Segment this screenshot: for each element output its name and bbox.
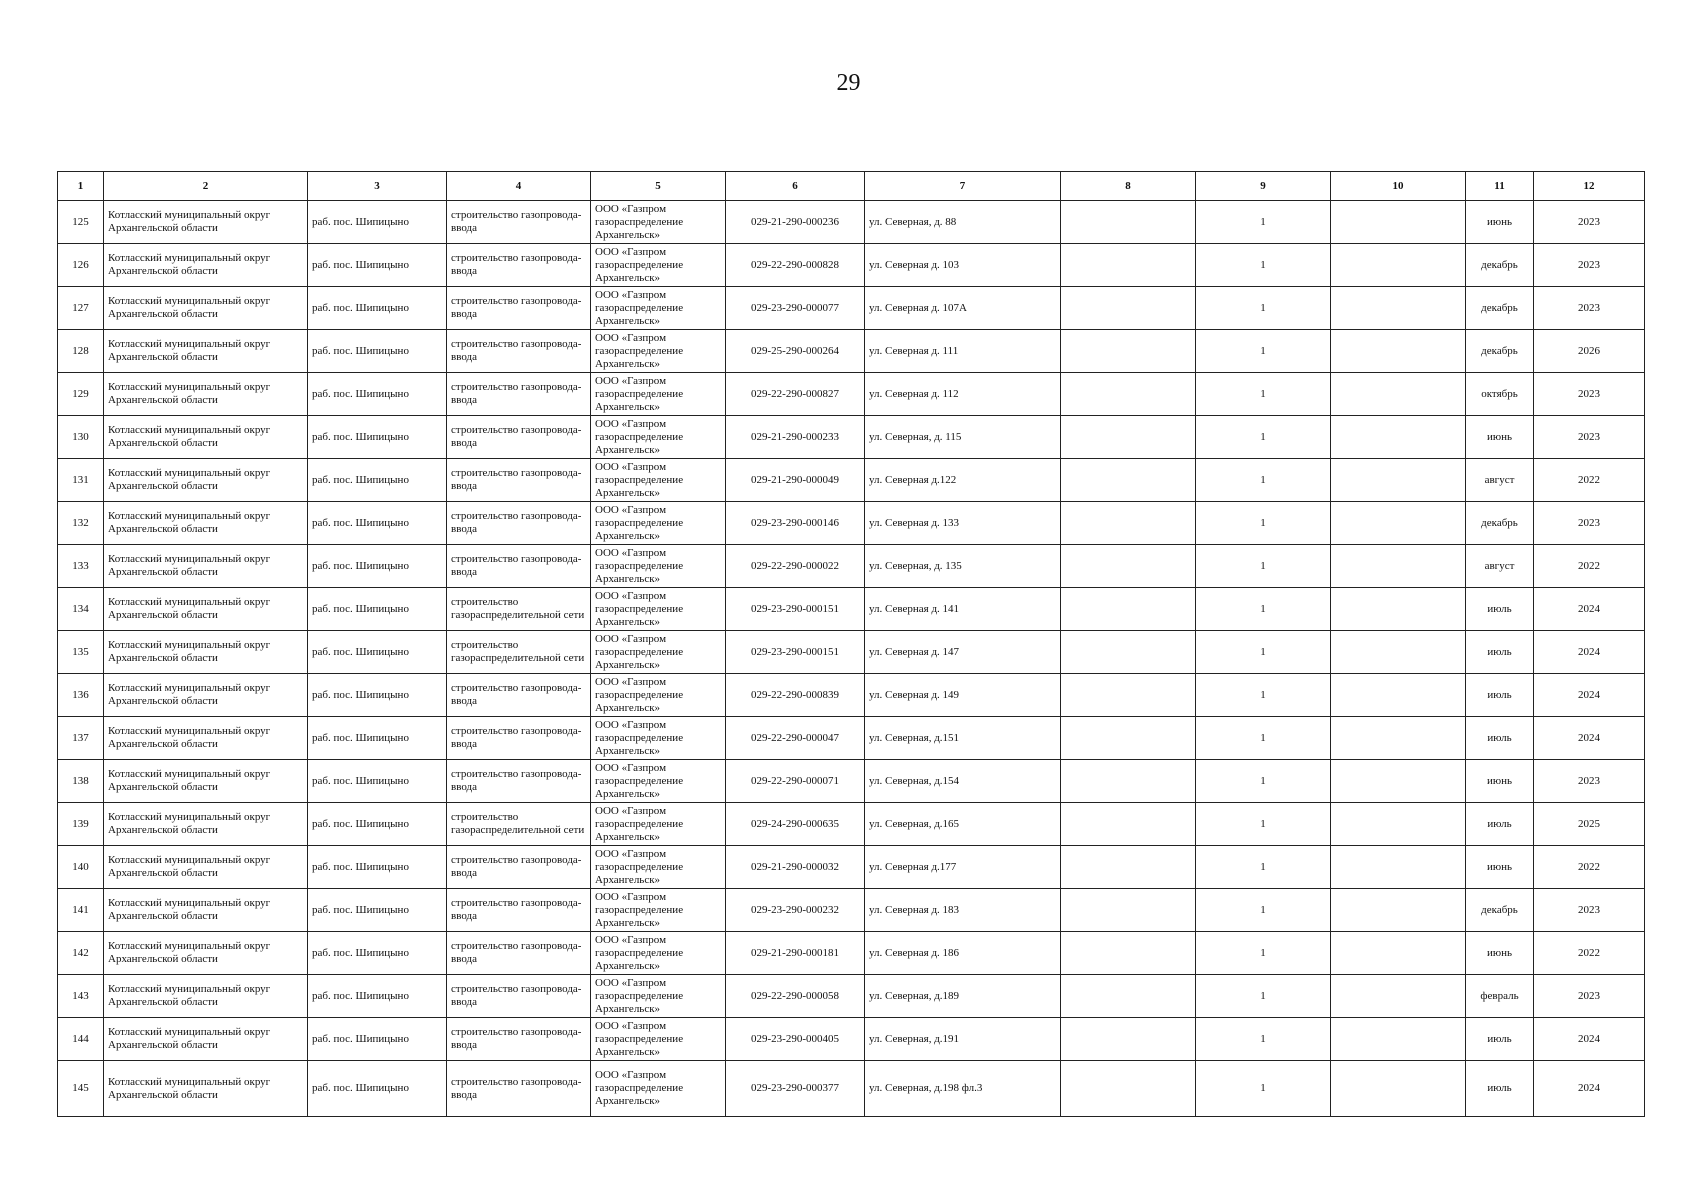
cell-month: декабрь	[1466, 889, 1534, 932]
cell-col-10	[1331, 674, 1466, 717]
cell-organization: ООО «Газпром газораспределение Архангельск»	[591, 975, 726, 1018]
cell-work-type: строительство газораспределительной сети	[447, 803, 591, 846]
cell-settlement: раб. пос. Шипицыно	[308, 373, 447, 416]
cell-row-number: 145	[58, 1061, 104, 1117]
table-row	[58, 717, 1645, 760]
cell-registration-number: 029-21-290-000049	[726, 459, 865, 502]
cell-settlement: раб. пос. Шипицыно	[308, 201, 447, 244]
cell-col-8	[1061, 287, 1196, 330]
cell-quantity: 1	[1196, 1061, 1331, 1117]
cell-year: 2024	[1534, 717, 1645, 760]
cell-municipality: Котласский муниципальный округ Архангельской области	[104, 502, 308, 545]
cell-organization: ООО «Газпром газораспределение Архангельск»	[591, 674, 726, 717]
cell-organization: ООО «Газпром газораспределение Архангельск»	[591, 588, 726, 631]
cell-work-type: строительство газопровода-ввода	[447, 1061, 591, 1117]
cell-address: ул. Северная д. 147	[865, 631, 1061, 674]
cell-municipality: Котласский муниципальный округ Архангельской области	[104, 459, 308, 502]
cell-address: ул. Северная д. 112	[865, 373, 1061, 416]
table-row	[58, 545, 1645, 588]
cell-work-type: строительство газопровода-ввода	[447, 244, 591, 287]
cell-organization: ООО «Газпром газораспределение Архангельск»	[591, 330, 726, 373]
cell-row-number: 142	[58, 932, 104, 975]
cell-col-10	[1331, 760, 1466, 803]
cell-registration-number: 029-22-290-000047	[726, 717, 865, 760]
cell-col-10	[1331, 502, 1466, 545]
cell-col-10	[1331, 803, 1466, 846]
cell-work-type: строительство газораспределительной сети	[447, 588, 591, 631]
cell-municipality: Котласский муниципальный округ Архангельской области	[104, 846, 308, 889]
cell-settlement: раб. пос. Шипицыно	[308, 287, 447, 330]
cell-organization: ООО «Газпром газораспределение Архангельск»	[591, 1061, 726, 1117]
cell-row-number: 143	[58, 975, 104, 1018]
table-row	[58, 975, 1645, 1018]
cell-organization: ООО «Газпром газораспределение Архангельск»	[591, 502, 726, 545]
cell-settlement: раб. пос. Шипицыно	[308, 932, 447, 975]
column-header: 10	[1331, 172, 1466, 201]
cell-settlement: раб. пос. Шипицыно	[308, 975, 447, 1018]
cell-registration-number: 029-22-290-000058	[726, 975, 865, 1018]
cell-registration-number: 029-21-290-000236	[726, 201, 865, 244]
cell-year: 2023	[1534, 287, 1645, 330]
cell-year: 2023	[1534, 201, 1645, 244]
cell-registration-number: 029-23-290-000377	[726, 1061, 865, 1117]
cell-address: ул. Северная, д. 135	[865, 545, 1061, 588]
cell-settlement: раб. пос. Шипицыно	[308, 846, 447, 889]
cell-registration-number: 029-25-290-000264	[726, 330, 865, 373]
cell-registration-number: 029-22-290-000828	[726, 244, 865, 287]
cell-row-number: 134	[58, 588, 104, 631]
cell-settlement: раб. пос. Шипицыно	[308, 1061, 447, 1117]
cell-settlement: раб. пос. Шипицыно	[308, 1018, 447, 1061]
cell-quantity: 1	[1196, 1018, 1331, 1061]
cell-quantity: 1	[1196, 201, 1331, 244]
cell-address: ул. Северная, д. 88	[865, 201, 1061, 244]
cell-row-number: 137	[58, 717, 104, 760]
cell-municipality: Котласский муниципальный округ Архангельской области	[104, 1061, 308, 1117]
page-number: 29	[836, 70, 861, 96]
cell-quantity: 1	[1196, 545, 1331, 588]
cell-address: ул. Северная д. 183	[865, 889, 1061, 932]
cell-month: июль	[1466, 803, 1534, 846]
cell-quantity: 1	[1196, 760, 1331, 803]
column-header: 3	[308, 172, 447, 201]
cell-registration-number: 029-22-290-000071	[726, 760, 865, 803]
cell-work-type: строительство газопровода-ввода	[447, 1018, 591, 1061]
cell-address: ул. Северная д. 141	[865, 588, 1061, 631]
cell-municipality: Котласский муниципальный округ Архангельской области	[104, 588, 308, 631]
cell-registration-number: 029-23-290-000151	[726, 588, 865, 631]
cell-col-10	[1331, 373, 1466, 416]
cell-work-type: строительство газораспределительной сети	[447, 631, 591, 674]
cell-col-10	[1331, 717, 1466, 760]
cell-col-8	[1061, 459, 1196, 502]
cell-municipality: Котласский муниципальный округ Архангельской области	[104, 803, 308, 846]
cell-month: июнь	[1466, 932, 1534, 975]
cell-address: ул. Северная д.177	[865, 846, 1061, 889]
cell-address: ул. Северная д. 107А	[865, 287, 1061, 330]
header-row	[58, 172, 1645, 201]
column-header: 2	[104, 172, 308, 201]
cell-address: ул. Северная д. 111	[865, 330, 1061, 373]
cell-registration-number: 029-21-290-000233	[726, 416, 865, 459]
cell-municipality: Котласский муниципальный округ Архангельской области	[104, 287, 308, 330]
cell-settlement: раб. пос. Шипицыно	[308, 889, 447, 932]
cell-settlement: раб. пос. Шипицыно	[308, 545, 447, 588]
cell-quantity: 1	[1196, 803, 1331, 846]
cell-year: 2024	[1534, 631, 1645, 674]
cell-registration-number: 029-22-290-000839	[726, 674, 865, 717]
cell-address: ул. Северная д. 149	[865, 674, 1061, 717]
cell-organization: ООО «Газпром газораспределение Архангельск»	[591, 717, 726, 760]
cell-registration-number: 029-21-290-000181	[726, 932, 865, 975]
cell-work-type: строительство газопровода-ввода	[447, 889, 591, 932]
table-row	[58, 760, 1645, 803]
cell-month: декабрь	[1466, 244, 1534, 287]
cell-organization: ООО «Газпром газораспределение Архангельск»	[591, 244, 726, 287]
cell-settlement: раб. пос. Шипицыно	[308, 502, 447, 545]
table-row	[58, 373, 1645, 416]
column-header: 1	[58, 172, 104, 201]
cell-year: 2023	[1534, 502, 1645, 545]
cell-organization: ООО «Газпром газораспределение Архангельск»	[591, 545, 726, 588]
cell-month: июль	[1466, 1018, 1534, 1061]
cell-work-type: строительство газопровода-ввода	[447, 717, 591, 760]
cell-row-number: 135	[58, 631, 104, 674]
cell-quantity: 1	[1196, 373, 1331, 416]
cell-settlement: раб. пос. Шипицыно	[308, 674, 447, 717]
cell-col-8	[1061, 330, 1196, 373]
cell-municipality: Котласский муниципальный округ Архангельской области	[104, 416, 308, 459]
cell-row-number: 144	[58, 1018, 104, 1061]
cell-organization: ООО «Газпром газораспределение Архангельск»	[591, 459, 726, 502]
cell-municipality: Котласский муниципальный округ Архангельской области	[104, 373, 308, 416]
cell-municipality: Котласский муниципальный округ Архангельской области	[104, 201, 308, 244]
cell-address: ул. Северная д. 133	[865, 502, 1061, 545]
cell-col-8	[1061, 502, 1196, 545]
cell-municipality: Котласский муниципальный округ Архангельской области	[104, 674, 308, 717]
column-header: 11	[1466, 172, 1534, 201]
cell-col-8	[1061, 545, 1196, 588]
cell-row-number: 136	[58, 674, 104, 717]
cell-address: ул. Северная д. 186	[865, 932, 1061, 975]
cell-month: август	[1466, 545, 1534, 588]
cell-quantity: 1	[1196, 631, 1331, 674]
table-row	[58, 588, 1645, 631]
cell-row-number: 133	[58, 545, 104, 588]
cell-work-type: строительство газопровода-ввода	[447, 674, 591, 717]
cell-address: ул. Северная, д.191	[865, 1018, 1061, 1061]
cell-quantity: 1	[1196, 244, 1331, 287]
cell-month: июнь	[1466, 846, 1534, 889]
column-header: 4	[447, 172, 591, 201]
cell-registration-number: 029-23-290-000146	[726, 502, 865, 545]
cell-organization: ООО «Газпром газораспределение Архангельск»	[591, 889, 726, 932]
cell-col-8	[1061, 717, 1196, 760]
cell-col-8	[1061, 201, 1196, 244]
cell-month: июль	[1466, 631, 1534, 674]
cell-work-type: строительство газопровода-ввода	[447, 373, 591, 416]
cell-registration-number: 029-24-290-000635	[726, 803, 865, 846]
cell-year: 2024	[1534, 674, 1645, 717]
cell-municipality: Котласский муниципальный округ Архангельской области	[104, 975, 308, 1018]
cell-organization: ООО «Газпром газораспределение Архангельск»	[591, 373, 726, 416]
cell-municipality: Котласский муниципальный округ Архангельской области	[104, 631, 308, 674]
cell-col-8	[1061, 975, 1196, 1018]
cell-col-10	[1331, 1018, 1466, 1061]
cell-quantity: 1	[1196, 459, 1331, 502]
cell-year: 2023	[1534, 889, 1645, 932]
cell-row-number: 139	[58, 803, 104, 846]
cell-address: ул. Северная, д.165	[865, 803, 1061, 846]
cell-col-10	[1331, 1061, 1466, 1117]
cell-row-number: 128	[58, 330, 104, 373]
cell-year: 2022	[1534, 846, 1645, 889]
cell-settlement: раб. пос. Шипицыно	[308, 717, 447, 760]
cell-settlement: раб. пос. Шипицыно	[308, 459, 447, 502]
cell-month: июнь	[1466, 416, 1534, 459]
cell-col-8	[1061, 760, 1196, 803]
cell-col-10	[1331, 545, 1466, 588]
table-row	[58, 803, 1645, 846]
cell-settlement: раб. пос. Шипицыно	[308, 416, 447, 459]
cell-year: 2026	[1534, 330, 1645, 373]
cell-col-8	[1061, 588, 1196, 631]
cell-settlement: раб. пос. Шипицыно	[308, 803, 447, 846]
cell-row-number: 131	[58, 459, 104, 502]
cell-quantity: 1	[1196, 416, 1331, 459]
cell-organization: ООО «Газпром газораспределение Архангельск»	[591, 932, 726, 975]
cell-year: 2023	[1534, 416, 1645, 459]
cell-month: июль	[1466, 717, 1534, 760]
cell-year: 2023	[1534, 760, 1645, 803]
cell-municipality: Котласский муниципальный округ Архангельской области	[104, 760, 308, 803]
cell-month: декабрь	[1466, 287, 1534, 330]
table-row	[58, 244, 1645, 287]
cell-year: 2022	[1534, 545, 1645, 588]
table-row	[58, 287, 1645, 330]
cell-settlement: раб. пос. Шипицыно	[308, 588, 447, 631]
cell-row-number: 140	[58, 846, 104, 889]
column-header: 9	[1196, 172, 1331, 201]
cell-registration-number: 029-22-290-000022	[726, 545, 865, 588]
cell-address: ул. Северная, д.189	[865, 975, 1061, 1018]
cell-work-type: строительство газопровода-ввода	[447, 975, 591, 1018]
cell-col-10	[1331, 975, 1466, 1018]
cell-col-10	[1331, 932, 1466, 975]
column-header: 8	[1061, 172, 1196, 201]
cell-col-10	[1331, 459, 1466, 502]
cell-col-8	[1061, 803, 1196, 846]
cell-row-number: 125	[58, 201, 104, 244]
cell-year: 2022	[1534, 932, 1645, 975]
cell-work-type: строительство газопровода-ввода	[447, 416, 591, 459]
cell-address: ул. Северная д.122	[865, 459, 1061, 502]
cell-address: ул. Северная, д.198 фл.3	[865, 1061, 1061, 1117]
cell-year: 2025	[1534, 803, 1645, 846]
cell-quantity: 1	[1196, 717, 1331, 760]
cell-quantity: 1	[1196, 588, 1331, 631]
cell-quantity: 1	[1196, 975, 1331, 1018]
column-header: 6	[726, 172, 865, 201]
cell-month: октябрь	[1466, 373, 1534, 416]
cell-municipality: Котласский муниципальный округ Архангельской области	[104, 545, 308, 588]
table-body	[58, 201, 1645, 1117]
cell-organization: ООО «Газпром газораспределение Архангельск»	[591, 1018, 726, 1061]
cell-month: август	[1466, 459, 1534, 502]
cell-year: 2024	[1534, 1018, 1645, 1061]
cell-row-number: 132	[58, 502, 104, 545]
cell-registration-number: 029-23-290-000405	[726, 1018, 865, 1061]
cell-col-8	[1061, 244, 1196, 287]
cell-row-number: 127	[58, 287, 104, 330]
cell-year: 2024	[1534, 588, 1645, 631]
cell-month: июль	[1466, 674, 1534, 717]
table-row	[58, 1061, 1645, 1117]
cell-col-8	[1061, 416, 1196, 459]
table-row	[58, 1018, 1645, 1061]
cell-address: ул. Северная, д.154	[865, 760, 1061, 803]
data-table	[57, 171, 1645, 1117]
cell-col-8	[1061, 1061, 1196, 1117]
cell-organization: ООО «Газпром газораспределение Архангельск»	[591, 631, 726, 674]
cell-col-10	[1331, 631, 1466, 674]
cell-quantity: 1	[1196, 502, 1331, 545]
cell-registration-number: 029-22-290-000827	[726, 373, 865, 416]
cell-municipality: Котласский муниципальный округ Архангельской области	[104, 889, 308, 932]
cell-row-number: 130	[58, 416, 104, 459]
cell-municipality: Котласский муниципальный округ Архангельской области	[104, 330, 308, 373]
table-row	[58, 459, 1645, 502]
cell-address: ул. Северная, д. 115	[865, 416, 1061, 459]
cell-work-type: строительство газопровода-ввода	[447, 502, 591, 545]
cell-quantity: 1	[1196, 287, 1331, 330]
cell-municipality: Котласский муниципальный округ Архангельской области	[104, 717, 308, 760]
cell-work-type: строительство газопровода-ввода	[447, 459, 591, 502]
cell-registration-number: 029-21-290-000032	[726, 846, 865, 889]
cell-work-type: строительство газопровода-ввода	[447, 330, 591, 373]
cell-col-10	[1331, 416, 1466, 459]
cell-month: июнь	[1466, 760, 1534, 803]
table-row	[58, 201, 1645, 244]
cell-organization: ООО «Газпром газораспределение Архангельск»	[591, 201, 726, 244]
cell-col-8	[1061, 373, 1196, 416]
cell-col-8	[1061, 889, 1196, 932]
cell-settlement: раб. пос. Шипицыно	[308, 760, 447, 803]
cell-organization: ООО «Газпром газораспределение Архангельск»	[591, 287, 726, 330]
cell-col-10	[1331, 846, 1466, 889]
cell-month: июль	[1466, 588, 1534, 631]
cell-month: июнь	[1466, 201, 1534, 244]
cell-municipality: Котласский муниципальный округ Архангельской области	[104, 1018, 308, 1061]
cell-year: 2024	[1534, 1061, 1645, 1117]
cell-organization: ООО «Газпром газораспределение Архангельск»	[591, 416, 726, 459]
table-row	[58, 631, 1645, 674]
cell-quantity: 1	[1196, 846, 1331, 889]
cell-settlement: раб. пос. Шипицыно	[308, 244, 447, 287]
cell-registration-number: 029-23-290-000077	[726, 287, 865, 330]
cell-col-8	[1061, 674, 1196, 717]
cell-year: 2023	[1534, 244, 1645, 287]
cell-col-8	[1061, 1018, 1196, 1061]
cell-registration-number: 029-23-290-000151	[726, 631, 865, 674]
cell-settlement: раб. пос. Шипицыно	[308, 330, 447, 373]
cell-quantity: 1	[1196, 330, 1331, 373]
table-row	[58, 502, 1645, 545]
cell-organization: ООО «Газпром газораспределение Архангельск»	[591, 846, 726, 889]
column-header: 7	[865, 172, 1061, 201]
cell-work-type: строительство газопровода-ввода	[447, 846, 591, 889]
column-header: 5	[591, 172, 726, 201]
cell-year: 2022	[1534, 459, 1645, 502]
cell-quantity: 1	[1196, 674, 1331, 717]
cell-col-10	[1331, 588, 1466, 631]
cell-municipality: Котласский муниципальный округ Архангельской области	[104, 244, 308, 287]
table-row	[58, 674, 1645, 717]
cell-work-type: строительство газопровода-ввода	[447, 545, 591, 588]
cell-address: ул. Северная д. 103	[865, 244, 1061, 287]
cell-quantity: 1	[1196, 932, 1331, 975]
cell-month: июль	[1466, 1061, 1534, 1117]
cell-settlement: раб. пос. Шипицыно	[308, 631, 447, 674]
cell-work-type: строительство газопровода-ввода	[447, 201, 591, 244]
cell-organization: ООО «Газпром газораспределение Архангельск»	[591, 760, 726, 803]
cell-col-8	[1061, 631, 1196, 674]
cell-work-type: строительство газопровода-ввода	[447, 287, 591, 330]
cell-quantity: 1	[1196, 889, 1331, 932]
table-row	[58, 889, 1645, 932]
cell-address: ул. Северная, д.151	[865, 717, 1061, 760]
cell-organization: ООО «Газпром газораспределение Архангельск»	[591, 803, 726, 846]
cell-row-number: 138	[58, 760, 104, 803]
cell-row-number: 141	[58, 889, 104, 932]
cell-col-10	[1331, 330, 1466, 373]
cell-work-type: строительство газопровода-ввода	[447, 932, 591, 975]
cell-col-10	[1331, 889, 1466, 932]
column-header: 12	[1534, 172, 1645, 201]
cell-work-type: строительство газопровода-ввода	[447, 760, 591, 803]
cell-col-8	[1061, 932, 1196, 975]
cell-col-8	[1061, 846, 1196, 889]
cell-month: февраль	[1466, 975, 1534, 1018]
cell-year: 2023	[1534, 975, 1645, 1018]
table-row	[58, 416, 1645, 459]
cell-month: декабрь	[1466, 330, 1534, 373]
cell-municipality: Котласский муниципальный округ Архангельской области	[104, 932, 308, 975]
cell-year: 2023	[1534, 373, 1645, 416]
table-row	[58, 330, 1645, 373]
cell-col-10	[1331, 201, 1466, 244]
cell-row-number: 126	[58, 244, 104, 287]
cell-row-number: 129	[58, 373, 104, 416]
cell-month: декабрь	[1466, 502, 1534, 545]
table-row	[58, 846, 1645, 889]
cell-registration-number: 029-23-290-000232	[726, 889, 865, 932]
table-row	[58, 932, 1645, 975]
cell-col-10	[1331, 287, 1466, 330]
cell-col-10	[1331, 244, 1466, 287]
